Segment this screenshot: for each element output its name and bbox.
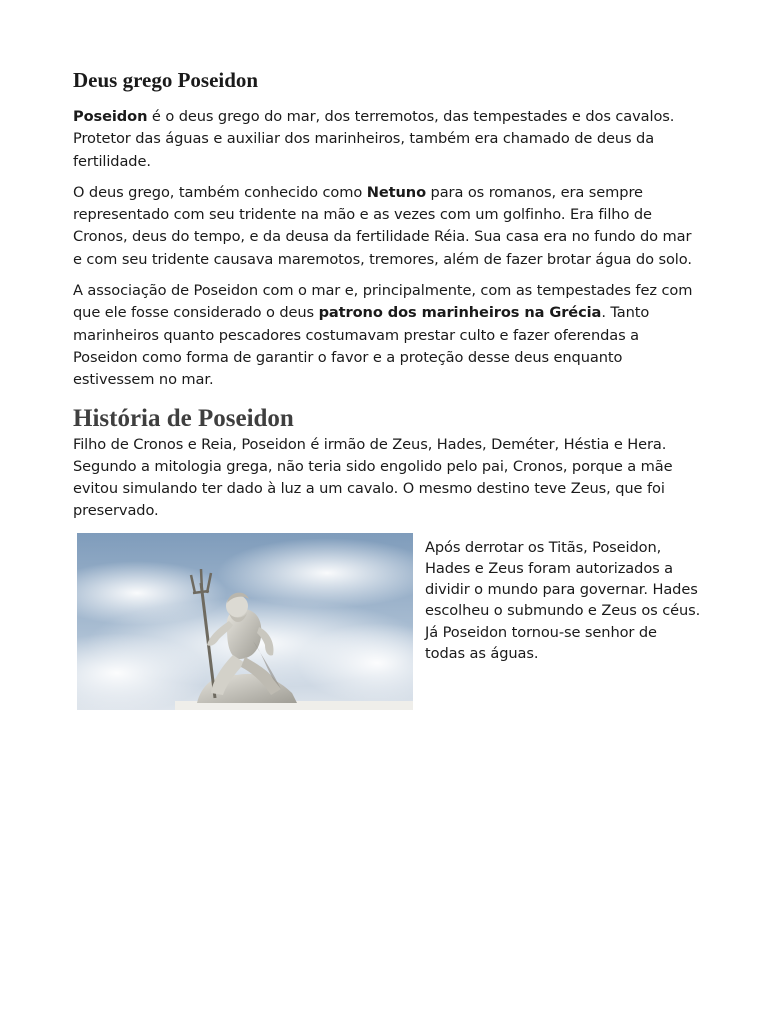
- document-page: [73, 66, 701, 713]
- bold-netuno: Netuno: [366, 183, 427, 201]
- paragraph-aside: Após derrotar os Titãs, Poseidon, Hades e Zeus foram autorizados a dividir o mundo para governar. Hades escolheu o submundo e Zeus os céus. Já Poseidon tornou-se senhor de todas as águas.: [425, 538, 701, 662]
- bold-patrono: patrono dos marinheiros na Grécia: [318, 304, 602, 322]
- page-title: Deus grego Poseidon: [73, 68, 259, 92]
- paragraph-intro-text: é o deus grego do mar, dos terremotos, das tempestades e dos cavalos. Protetor das águas e auxiliar dos marinheiros, também era chamado de deus da fertilidade.: [73, 108, 675, 170]
- section-heading-historia: História de Poseidon: [73, 404, 294, 432]
- poseidon-statue-photo: [77, 533, 413, 710]
- section-historia: [73, 404, 701, 713]
- paragraph-netuno-start: O deus grego, também conhecido como: [73, 183, 367, 201]
- paragraph-netuno: [73, 182, 701, 271]
- bold-poseidon: Poseidon: [73, 108, 148, 125]
- paragraph-patrono-start: A associação de Poseidon com o mar e, principalmente, com as tempestades fez com que ele fosse considerado o deus: [73, 282, 693, 322]
- figure-row: [73, 533, 701, 713]
- paragraph-intro: [73, 106, 701, 173]
- paragraph-patrono: [73, 280, 701, 391]
- paragraph-historia: Filho de Cronos e Reia, Poseidon é irmão de Zeus, Hades, Deméter, Héstia e Hera. Segundo a mitologia grega, não teria sido engolido pelo pai, Cronos, porque a mãe evitou simulando ter dado à luz a um cavalo. O mesmo destino teve Zeus, que foi preservado.: [73, 435, 673, 520]
- paragraph-netuno-text: para os romanos, era sempre representado com seu tridente na mão e as vezes com um golfinho. Era filho de Cronos, deus do tempo, e da deusa da fertilidade Réia. Sua casa era no fundo do mar e com seu tridente causava maremotos, tremores, além de fazer brotar água do solo.: [73, 183, 692, 268]
- paragraph-patrono-text: . Tanto marinheiros quanto pescadores costumavam prestar culto e fazer oferendas a Poseidon como forma de garantir o favor e a proteção desse deus enquanto estivessem no mar.: [73, 304, 650, 389]
